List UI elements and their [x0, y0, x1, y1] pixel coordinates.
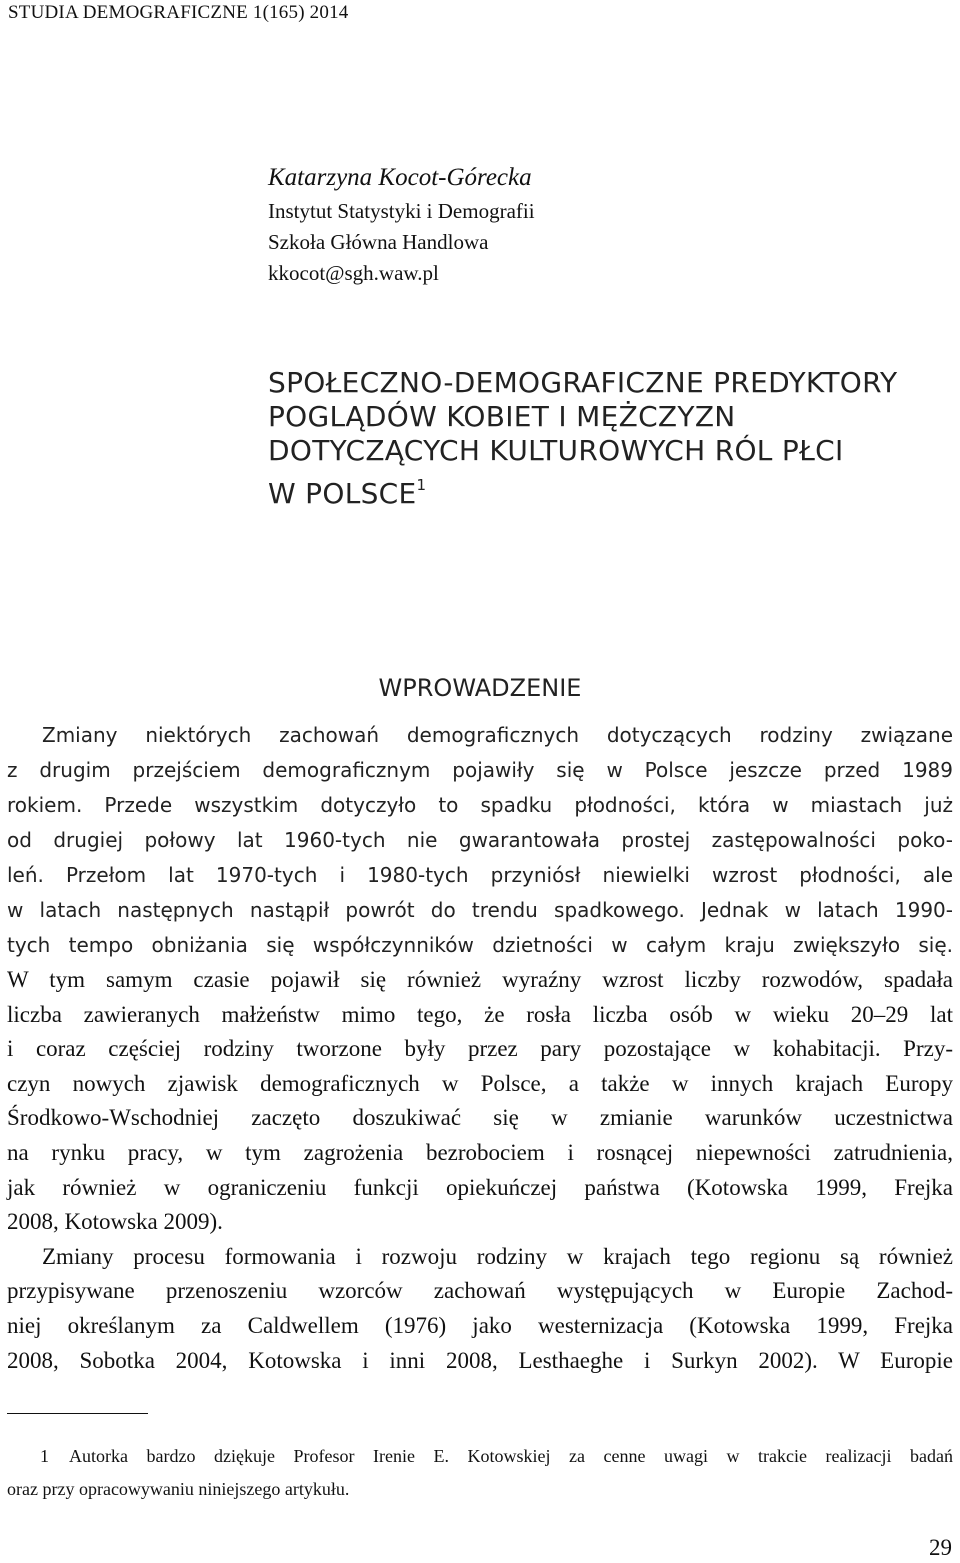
body-line: i coraz częściej rodziny tworzone były przez pary pozostające w kohabitacji. Przy-	[7, 1036, 953, 1062]
footnote-line: oraz przy opracowywaniu niniejszego artykułu.	[7, 1479, 350, 1499]
author-institute: Instytut Statystyki i Demografii	[268, 199, 535, 223]
footnote-text: Autorka bardzo dziękuje Profesor Irenie E. Kotowskiej za cenne uwagi w trakcie realizacji badań	[69, 1446, 953, 1466]
body-text-sans	[7, 718, 953, 963]
body-text-serif	[7, 963, 953, 1378]
body-line: liczba zawieranych małżeństw mimo tego, że rosła liczba osób w wieku 20–29 lat	[7, 1001, 953, 1027]
title-footnote-ref: 1	[416, 476, 427, 494]
body-line: Zmiany procesu formowania i rozwoju rodziny w krajach tego regionu są również	[42, 1243, 953, 1269]
body-line: tych tempo obniżania się współczynników dzietności w całym kraju zwiększyło się.	[7, 933, 953, 957]
body-line: 2008, Sobotka 2004, Kotowska i inni 2008, Lesthaeghe i Surkyn 2002). W Europie	[7, 1347, 953, 1373]
section-heading: WPROWADZENIE	[378, 674, 582, 702]
body-line: W tym samym czasie pojawił się również wyraźny wzrost liczby rozwodów, spadała	[7, 967, 953, 992]
article-title	[268, 366, 948, 511]
body-line: na rynku pracy, w tym zagrożenia bezrobociem i rosnącej niepewności zatrudnienia,	[7, 1139, 953, 1165]
footnote-divider	[7, 1413, 148, 1414]
journal-header: STUDIA DEMOGRAFICZNE 1(165) 2014	[8, 2, 349, 23]
body-line: w latach następnych nastąpił powrót do trendu spadkowego. Jednak w latach 1990-	[7, 898, 953, 922]
title-line: POGLĄDÓW KOBIET I MĘŻCZYZN	[268, 400, 736, 433]
body-line: z drugim przejściem demograficznym pojawiły się w Polsce jeszcze przed 1989	[7, 758, 953, 782]
body-line: czyn nowych zjawisk demograficznych w Polsce, a także w innych krajach Europy	[7, 1070, 953, 1096]
author-block	[268, 160, 535, 289]
title-line: SPOŁECZNO-DEMOGRAFICZNE PREDYKTORY	[268, 366, 898, 399]
body-line: Zmiany niektórych zachowań demograficznych dotyczących rodziny związane	[42, 723, 953, 747]
footnote-mark: 1	[40, 1446, 49, 1466]
author-name: Katarzyna Kocot-Górecka	[268, 164, 532, 191]
title-line-text: W POLSCE	[268, 477, 417, 510]
body-line: 2008, Kotowska 2009).	[7, 1209, 223, 1235]
title-line-last	[268, 468, 948, 511]
footnote-line	[7, 1440, 953, 1473]
author-email: kkocot@sgh.waw.pl	[268, 261, 439, 285]
body-line: niej określanym za Caldwellem (1976) jako westernizacja (Kotowska 1999, Frejka	[7, 1312, 953, 1338]
body-line: przypisywane przenoszeniu wzorców zachowań występujących w Europie Zachod-	[7, 1278, 953, 1304]
page-number: 29	[929, 1535, 952, 1560]
body-line: jak również w ograniczeniu funkcji opiekuńczej państwa (Kotowska 1999, Frejka	[7, 1174, 953, 1200]
body-line: od drugiej połowy lat 1960-tych nie gwarantowała prostej zastępowalności poko-	[7, 828, 953, 852]
body-line: leń. Przełom lat 1970-tych i 1980-tych przyniósł niewielki wzrost płodności, ale	[7, 863, 953, 887]
author-school: Szkoła Główna Handlowa	[268, 230, 489, 254]
body-line: rokiem. Przede wszystkim dotyczyło to spadku płodności, która w miastach już	[7, 793, 953, 817]
footnote	[7, 1440, 953, 1506]
title-line: DOTYCZĄCYCH KULTUROWYCH RÓL PŁCI	[268, 434, 844, 467]
body-line: Środkowo-Wschodniej zaczęto doszukiwać się w zmianie warunków uczestnictwa	[7, 1105, 953, 1131]
